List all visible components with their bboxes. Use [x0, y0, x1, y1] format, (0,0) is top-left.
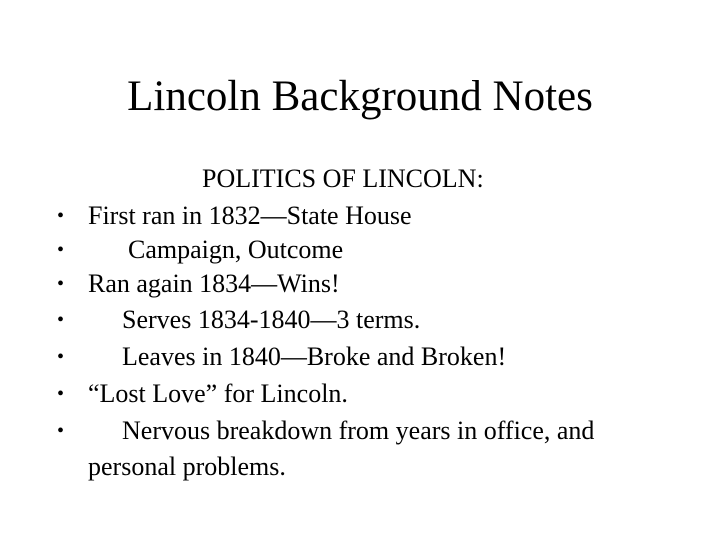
bullet-icon: • — [57, 383, 65, 405]
bullet-text-continuation: personal problems. — [88, 452, 286, 481]
bullet-icon: • — [57, 239, 65, 261]
section-heading: POLITICS OF LINCOLN: — [202, 164, 484, 193]
bullet-text: Serves 1834-1840—3 terms. — [122, 305, 421, 334]
bullet-text: Nervous breakdown from years in office, and — [122, 416, 595, 445]
bullet-text: Leaves in 1840—Broke and Broken! — [122, 342, 507, 371]
bullet-text: “Lost Love” for Lincoln. — [88, 379, 348, 408]
bullet-text: Ran again 1834—Wins! — [88, 269, 340, 298]
bullet-text: First ran in 1832—State House — [88, 201, 412, 230]
bullet-icon: • — [57, 273, 65, 295]
bullet-icon: • — [57, 346, 65, 368]
bullet-text: Campaign, Outcome — [128, 235, 344, 264]
bullet-icon: • — [57, 420, 65, 442]
bullet-icon: • — [57, 309, 65, 331]
bullet-icon: • — [57, 205, 65, 227]
slide-title: Lincoln Background Notes — [127, 73, 593, 120]
